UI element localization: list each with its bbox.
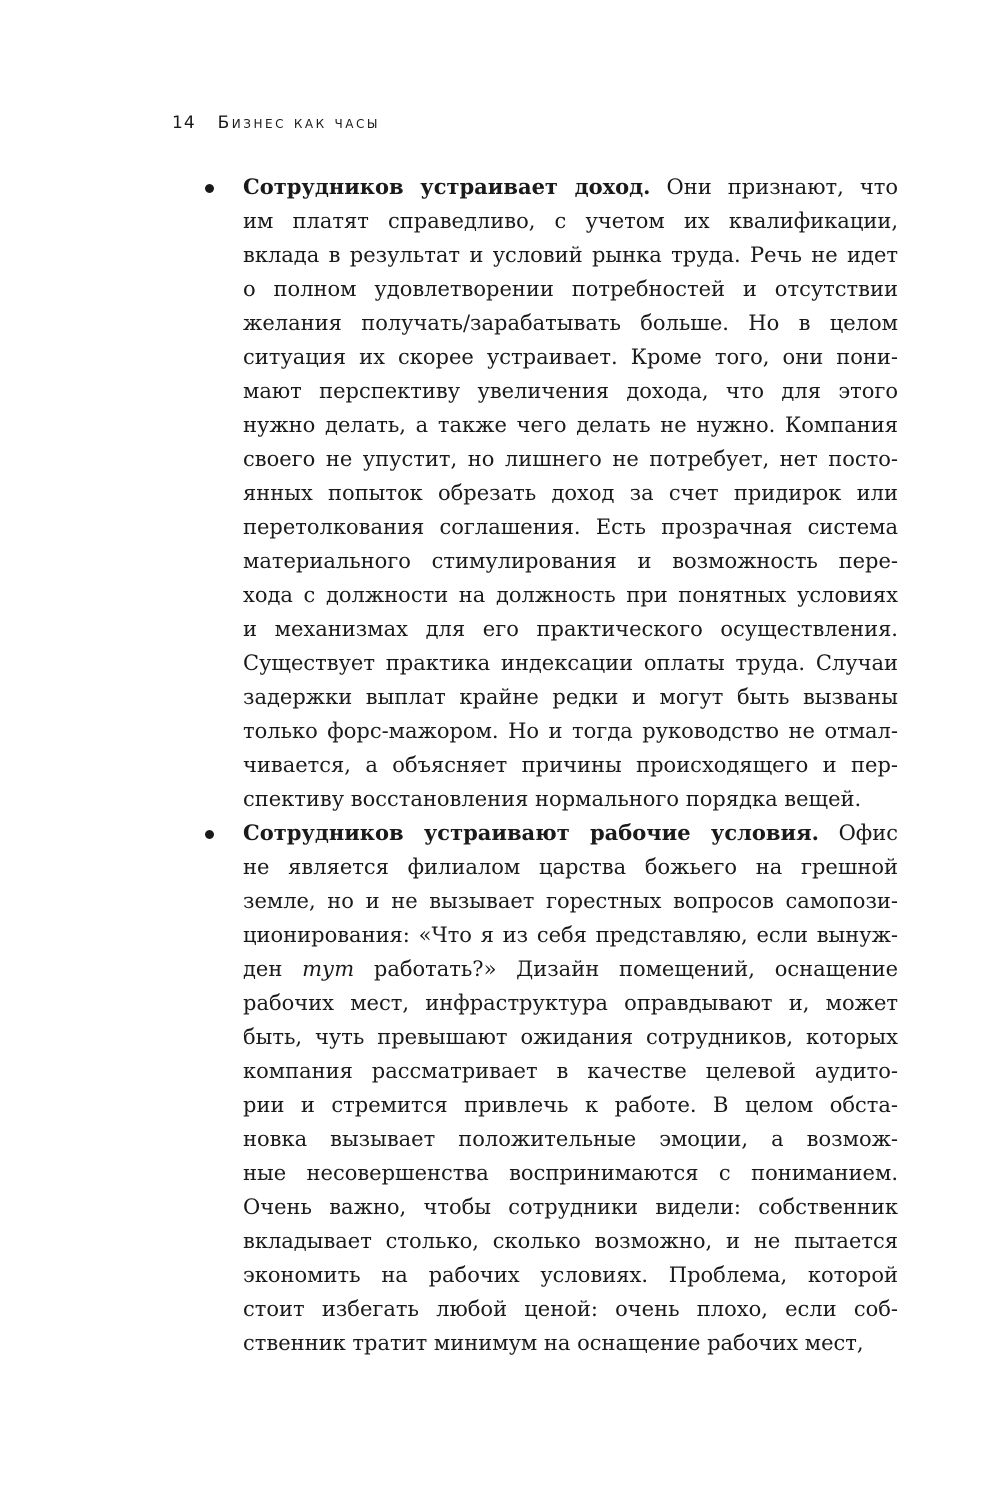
bold-lead-text: Сотрудников устраивает доход.: [243, 174, 651, 199]
body-text: компания рассматривает в качестве целевой аудито-: [243, 1059, 898, 1083]
body-text: хода с должности на должность при понятных условиях: [243, 583, 898, 607]
text-line: [243, 1088, 898, 1122]
book-title: Бизнес как часы: [217, 113, 380, 133]
text-line: [243, 1156, 898, 1190]
body-text: материального стимулирования и возможность пере-: [243, 549, 898, 573]
body-text: о полном удовлетворении потребностей и отсутствии: [243, 277, 898, 301]
body-text: Существует практика индексации оплаты труда. Случаи: [243, 651, 898, 675]
text-line: [243, 850, 898, 884]
body-text: стоит избегать любой ценой: очень плохо, если соб-: [243, 1297, 898, 1321]
text-line: [243, 442, 898, 476]
body-text: рабочих мест, инфраструктура оправдывают и, может: [243, 991, 898, 1015]
body-text: Очень важно, чтобы сотрудники видели: собственник: [243, 1195, 898, 1219]
body-text: перетолкования соглашения. Есть прозрачная система: [243, 515, 898, 539]
text-line: [243, 782, 898, 816]
text-line: [243, 646, 898, 680]
italic-text: тут: [302, 957, 355, 981]
text-line: [243, 1054, 898, 1088]
body-text: новка вызывает положительные эмоции, а возмож-: [243, 1127, 898, 1151]
text-line: [243, 170, 898, 204]
text-line: [243, 1020, 898, 1054]
body-text: земле, но и не вызывает горестных вопросов самопози-: [243, 889, 898, 913]
text-line: [243, 714, 898, 748]
bold-lead-text: Сотрудников устраивают рабочие условия.: [243, 820, 819, 845]
body-text: спективу восстановления нормального порядка вещей.: [243, 787, 862, 811]
body-text: чивается, а объясняет причины происходящего и пер-: [243, 753, 898, 777]
body-text: работать?» Дизайн помещений, оснащение: [354, 957, 899, 981]
text-line: [243, 816, 898, 850]
text-line: [243, 986, 898, 1020]
body-text: ситуация их скорее устраивает. Кроме того, они пони-: [243, 345, 898, 369]
text-line: [243, 578, 898, 612]
text-line: [243, 510, 898, 544]
text-line: [243, 408, 898, 442]
text-line: [243, 476, 898, 510]
body-text: ные несовершенства воспринимаются с пониманием.: [243, 1161, 898, 1185]
running-head: [172, 113, 380, 143]
body-text: вклада в результат и условий рынка труда. Речь не идет: [243, 243, 898, 267]
text-line: [243, 680, 898, 714]
text-line: [243, 1258, 898, 1292]
body-text: ден: [243, 957, 303, 981]
page-number: 14: [172, 113, 196, 133]
text-line: [243, 1224, 898, 1258]
text-line: [243, 918, 898, 952]
body-text: рии и стремится привлечь к работе. В целом обста-: [243, 1093, 898, 1117]
text-line: [243, 374, 898, 408]
body-text: нужно делать, а также чего делать не нужно. Компания: [243, 413, 898, 437]
body-text: Они признают, что: [650, 175, 898, 199]
body-text: янных попыток обрезать доход за счет придирок или: [243, 481, 898, 505]
body-text: им платят справедливо, с учетом их квалификации,: [243, 209, 898, 233]
body-text: только форс-мажором. Но и тогда руководство не отмал-: [243, 719, 898, 743]
body-text: не является филиалом царства божьего на грешной: [243, 855, 898, 879]
body-text: задержки выплат крайне редки и могут быть вызваны: [243, 685, 898, 709]
bullet-dot-icon: [205, 830, 214, 839]
text-line: [243, 204, 898, 238]
text-line: [243, 340, 898, 374]
body-text: вкладывает столько, сколько возможно, и не пытается: [243, 1229, 898, 1253]
body-text: мают перспективу увеличения дохода, что для этого: [243, 379, 898, 403]
text-line: [243, 952, 898, 986]
body-text: Офис: [818, 821, 899, 845]
text-line: [243, 748, 898, 782]
text-line: [243, 884, 898, 918]
body-text: экономить на рабочих условиях. Проблема, которой: [243, 1263, 898, 1287]
text-line: [243, 1326, 898, 1360]
text-line: [243, 306, 898, 340]
body-text: ственник тратит минимум на оснащение рабочих мест,: [243, 1331, 864, 1355]
body-text: ционирования: «Что я из себя представляю, если вынуж-: [243, 923, 898, 947]
body-text: желания получать/зарабатывать больше. Но в целом: [243, 311, 898, 335]
text-line: [243, 1292, 898, 1326]
text-line: [243, 1190, 898, 1224]
text-line: [243, 612, 898, 646]
text-line: [243, 1122, 898, 1156]
body-text: своего не упустит, но лишнего не потребует, нет посто-: [243, 447, 898, 471]
body-text: и механизмах для его практического осуществления.: [243, 617, 898, 641]
text-line: [243, 238, 898, 272]
body-text: быть, чуть превышают ожидания сотрудников, которых: [243, 1025, 898, 1049]
text-line: [243, 272, 898, 306]
bullet-dot-icon: [205, 184, 214, 193]
text-line: [243, 544, 898, 578]
